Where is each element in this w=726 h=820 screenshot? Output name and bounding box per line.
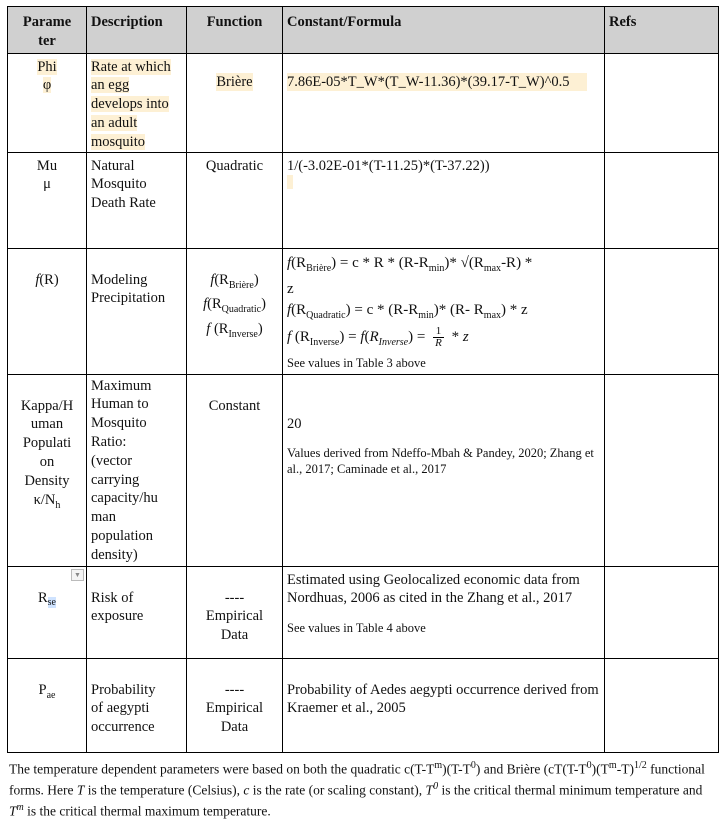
refs-mu (605, 152, 719, 248)
function-pae: ---- Empirical Data (187, 658, 283, 752)
table-row-phi (8, 53, 719, 152)
table-row-rse (8, 566, 719, 658)
function-fr: $f(R_{Brière})$ $f(R_{Quadratic})$ f $(R_{Inverse})$ (187, 248, 283, 374)
refs-fr (605, 248, 719, 374)
description-phi: Rate at which an egg develops into an adult mosquito (87, 53, 187, 152)
refs-kappa (605, 374, 719, 566)
param-kappa: Kappa/H uman Populati on Density $\kappa/N_h$ (8, 374, 87, 566)
table-row-pae (8, 658, 719, 752)
refs-phi (605, 53, 719, 152)
header-description: Description (87, 7, 187, 54)
refs-pae (605, 658, 719, 752)
header-formula: Constant/Formula (283, 7, 605, 54)
formula-phi: 7.86E-05*T_W*(T_W-11.36)*(39.17-T_W)^0.5 (283, 53, 605, 152)
header-parameter: Parame ter (8, 7, 87, 54)
description-fr: Modeling Precipitation (87, 248, 187, 374)
description-kappa: Maximum Human to Mosquito Ratio: (vector carrying capacity/hu man population density) (87, 374, 187, 566)
function-mu: Quadratic (187, 152, 283, 248)
formula-rse: Estimated using Geolocalized economic data from Nordhuas, 2006 as cited in the Zhang et al., 2017 See values in Table 4 above (283, 566, 605, 658)
document-page (7, 6, 718, 820)
description-pae: Probability of aegypti occurrence (87, 658, 187, 752)
refs-rse (605, 566, 719, 658)
formula-mu: 1/(-3.02E-01*(T-11.25)*(T-37.22)) (283, 152, 605, 248)
formula-pae: Probability of Aedes aegypti occurrence derived from Kraemer et al., 2005 (283, 658, 605, 752)
table-header-row (8, 7, 719, 54)
formula-fr: $f(R_{Brière}) = c * R * (R-R_{min})*$ $√(R_{max}-R)$ * z $f(R_{Quadratic}) = c * (R-R_{min})*$ (R- $R_{max}$) * z f $(R_{Inverse}) = f(R_{Inverse})$ = $\frac{1}{R}$ * z See values in Table 3 above (283, 248, 605, 374)
param-mu: Mu μ (8, 152, 87, 248)
formula-kappa: 20 Values derived from Ndeffo-Mbah & Pandey, 2020; Zhang et al., 2017; Caminade et al., 2017 (283, 374, 605, 566)
table-row-fr (8, 248, 719, 374)
parameter-table (7, 6, 719, 753)
param-fr: f(R) (8, 248, 87, 374)
description-mu: Natural Mosquito Death Rate (87, 152, 187, 248)
function-kappa: Constant (187, 374, 283, 566)
table-caption: The temperature dependent parameters were based on both the quadratic $c(T-T^m)(T-T^0)$ and Brière ($cT(T-T^0)(T^m-T)^{1/2}$ functional forms. Here T is the temperature (Celsius), c is the rate (or scaling constant), $T^0$ is the critical thermal minimum temperature and $T^m$ is the critical thermal maximum temperature. (9, 759, 705, 819)
header-function: Function (187, 7, 283, 54)
table-row-kappa (8, 374, 719, 566)
description-rse: Risk of exposure (87, 566, 187, 658)
param-rse: ▼ $R_{se}$ (8, 566, 87, 658)
function-phi: Brière (187, 53, 283, 152)
param-pae: $P_{ae}$ (8, 658, 87, 752)
param-phi: Phi φ (8, 53, 87, 152)
table-row-mu (8, 152, 719, 248)
header-refs: Refs (605, 7, 719, 54)
dropdown-icon[interactable]: ▼ (71, 569, 84, 581)
function-rse: ---- Empirical Data (187, 566, 283, 658)
